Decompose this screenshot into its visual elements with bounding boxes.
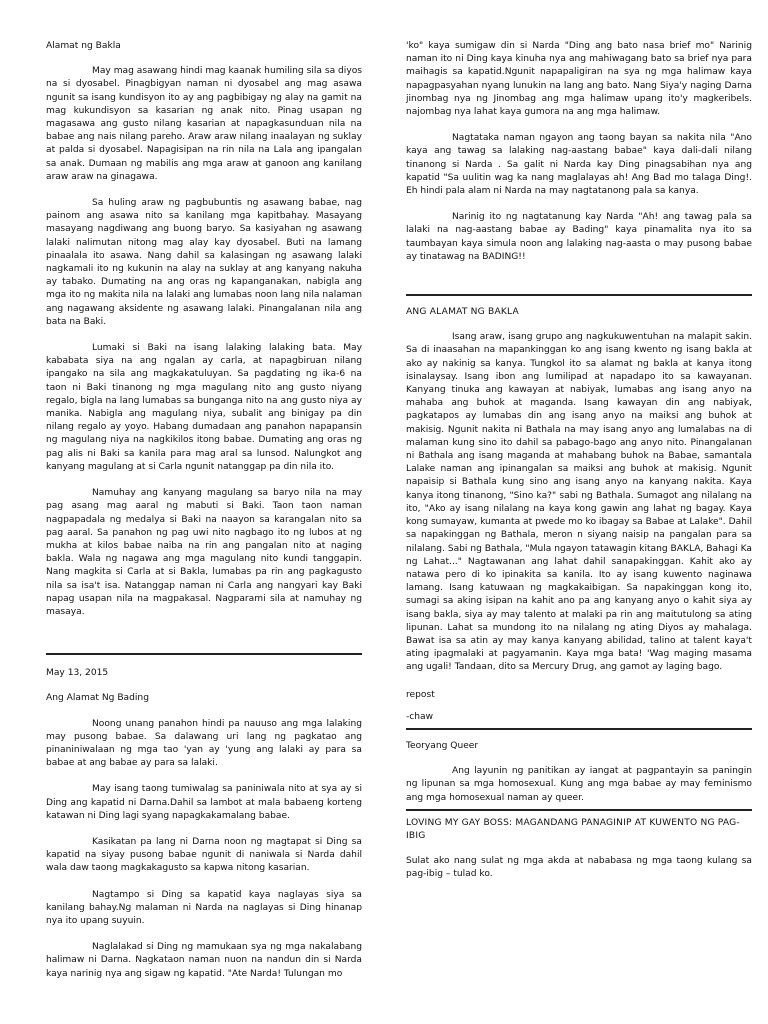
story-paragraph: Noong unang panahon hindi pa nauuso ang mga lalaking may pusong babae. Sa dalawang uri lang ng pagkatao ang pinaniniwalaan ng mga tao 'yan ay 'yung ang lalaki ay para sa babae at ang babae ay para sa lalaki. <box>46 718 362 769</box>
story-body: Isang araw, isang grupo ang nagkukuwentuhan na malapit sakin. Sa di inaasahan na mapankinggan ko ang isang kwento ng isang bakla at ako ay nakinig sa kanya. Tungkol ito sa alamat ng bakla at kanya itong isinalaysay. Isang ibon ang lumilipad at napadapo ito sa kawayanan. Kanyang tinuka ang kawayan at nabiyak, lumabas ang isang anyo na mahaba ang buhok at maganda. Isang kawayan din ang nabiyak, pagkatapos ay lumabas din ang isang anyo na maiksi ang buhok at makisig. Ngunit nakita ni Bathala na may isang anyo ang lumalabas na di malaman kung sino ito dahil sa pabago-bago ang anyo nito. Pinangalanan ni Bathala ang isang maganda at mahabang buhok na Babae, samantala Lalake naman ang ipinangalan sa maiksi ang buhok at makisig. Ngunit napaisip si Bathala kung sino ang isang anyo na kanyang nakita. Kaya kanya itong tinanong, "Sino ka?" sabi ng Bathala. Sumagot ang nilalang na ito, "Ako ay isang nilalang na kaya kong gawin ang lahat ng bagay. Kaya kong sumayaw, kumanta at pwede mo ko ibagay sa Babae at Lalake". Dahil sa napakinggan ng Bathala, meron n siyang naisip na pangalan para sa nilalang. Sabi ng Bathala, "Mula ngayon tatawagin kitang BAKLA, Bahagi Ka ng Lahat..." Nagtawanan ang lahat dahil sanapakinggan. Kahit ako ay natawa pero di ko ipinakita sa kanila. Ito ay isang kuwento naginawa lamang. Isang katuwaan ng magkakaibigan. Sa napakinggan kong ito, sumagi sa aking isipan na kahit ano pa ang kanyang anyo o kahit siya ay isang bakla, siya ay may talento at malaki pa rin ang maitutulong sa ating lipunan. Lahat sa mundong ito na nilalang ng ating Diyos ay mahalaga. Bawat isa sa atin ay may kanya kanyang abilidad, talino at talent kaya't ating ipagmalaki at pagyamanin. Kaya mga bata! 'Wag maging masama ang ugali! Tandaan, dito sa Mercury Drug, ang gamot ay laging bago. <box>406 332 752 673</box>
story-paragraph: Kasikatan pa lang ni Darna noon ng magtapat si Ding sa kapatid na siyay pusong babae ngunit di naniwala si Narda dahil wala daw taong magkakagusto sa kapwa nitong kasarian. <box>46 836 362 874</box>
story-paragraph: Namuhay ang kanyang magulang sa baryo nila na may pag asang mag aaral ng mabuti si Baki. Taon taon naman nagpapadala ng medalya si Baki na naayon sa karangalan nito sa pag aaral. Sa panahon ng pag uwi nito nagbago ito ng lubos at ng mukha at kilos babae naiba na rin ang pangalan nito at naging bakla. Wala ng nagawa ang mga magulang nito kundi tanggapin. Nang magkita si Carla at si Bakla, lumabas pa rin ang pagkagusto nila sa isa't isa. Natanggap naman ni Carla ang nangyari kay Baki napag usapan nila na magpakasal. Nagparami sila at namuhay ng masaya. <box>46 488 362 617</box>
story-paragraph: Sa huling araw ng pagbubuntis ng asawang babae, nag painom ang asawa nito sa kanilang mga kapitbahay. Masayang masayang nagdiwang ang buong baryo. Sa kasiyahan ng asawang lalaki nalimutan nitong mag alay kay dyosabel. Buti na lamang pinaalala ito asawa. Nang dahil sa kalasingan ng asawang lalaki nagkamali ito ng kukunin na alay na suklay at ang kanyang nakuha ay tabako. Dumating na ang oras ng kapanganakan, nabigla ang mga ito ng makita nila na lalaki ang lumabas noon lang nila nalaman ang nagawang aksidente ng asawang lalaki. Pinangalanan nila ang bata na Baki. <box>46 198 362 327</box>
author-signature: -chaw <box>406 711 434 722</box>
story-title: Ang Alamat Ng Bading <box>46 693 149 704</box>
section-divider <box>46 653 362 655</box>
story-paragraph: Nagtampo si Ding sa kapatid kaya naglayas siya sa kanilang bahay.Ng malaman ni Narda na naglayas si Ding hinanap nya ito upang suyuin. <box>46 889 362 926</box>
section-divider <box>406 294 752 296</box>
section-divider <box>406 809 752 811</box>
right-column <box>406 0 752 882</box>
section-paragraph: Sulat ako nang sulat ng mga akda at nababasa ng mga taong kulang sa pag-ibig – tulad ko. <box>406 856 752 880</box>
section-title: LOVING MY GAY BOSS: MAGANDANG PANAGINIP AT KUWENTO NG PAG-IBIG <box>406 817 740 841</box>
story-title: Alamat ng Bakla <box>46 41 121 51</box>
post-date: May 13, 2015 <box>46 668 109 679</box>
story-paragraph: Narinig ito ng nagtatanung kay Narda "Ah! ang tawag pala sa lalaki na nag-aastang babae ay Bading" kaya pinamalita nya ito sa taumbayan kaya simula noon ang lalaking nag-aasta o may pusong babae ay tinatawag na BADING!! <box>406 212 752 262</box>
story-paragraph: Nagtataka naman ngayon ang taong bayan sa nakita nila "Ano kaya ang tawag sa lalaking nag-aastang babae" kaya dali-dali nilang tinanong si Narda . Sa galit ni Narda kay Ding pinagsabihan nya ang kapatid "Sa uulitin wag ka nang maglalayas ah! Ang Bad mo talaga Ding!. Eh hindi pala alam ni Narda na may nagtatanong pala sa kanya. <box>406 133 752 197</box>
story-paragraph: Naglalakad si Ding ng mamukaan sya ng mga nakalabang halimaw ni Darna. Nagkataon naman nuon na nandun din si Narda kaya narinig nya ang sigaw ng kapatid. "Ate Narda! Tulungan mo <box>46 942 362 979</box>
section-divider <box>406 728 752 730</box>
repost-label: repost <box>406 689 435 700</box>
story-paragraph: May mag asawang hindi mag kaanak humiling sila sa diyos na si dyosabel. Pinagbigyan naman ni dyosabel ang mag asawa ngunit sa isang kundisyon ito ay ang pagbibigay ng alay na gamit na mag kukundisyon sa kasarian ng anak nito. Pinag usapan ng magasawa ang gusto nilang kasarian at napagkasunduan nila na babae ang nais nilang pareho. Araw araw nilang inaalayan ng suklay at palda si dyosabel. Napagisipan na rin nila na Lala ang ipangalan sa anak. Dumaan ng mabilis ang mga araw at ganoon ang kanilang araw araw na ginagawa. <box>46 66 363 182</box>
section-title: ANG ALAMAT NG BAKLA <box>406 307 519 318</box>
section-heading: Teoryang Queer <box>406 740 479 751</box>
section-paragraph: Ang layunin ng panitikan ay iangat at pagpantayin sa paningin ng lipunan sa mga homosexual. Kung ang mga babae ay may feminismo ang mga homosexual naman ay queer. <box>406 766 752 803</box>
story-paragraph: May isang taong tumiwalag sa paniniwala nito at sya ay si Ding ang kapatid ni Darna.Dahil sa lambot at mala babaeng korteng katawan ni Ding lagi syang napagkakamalang babae. <box>46 784 362 821</box>
story-paragraph: Lumaki si Baki na isang lalaking lalaking bata. May kababata siya na ang ngalan ay carla, at napagbiruan nilang ipangako na sila ang magkakatuluyan. Sa pagdating ng ika-6 na taon ni Baki tinanong ng mga magulang nito ang gusto niyang regalo, bigla na lang lumabas sa bunganga nito na ang gusto niya ay manika. Nabigla ang magulang niya, subalit ang binigay pa din nilang regalo ay yoyo. Habang dumadaan ang panahon napapansin ng magulang niya na nagkikilos itong babae. Dumating ang oras ng pag alis ni Baki sa kanila para mag aral sa lunsod. Nalungkot ang kanyang magulang at si Carla ngunit natanggap pa din nila ito. <box>46 343 362 472</box>
story-paragraph: 'ko" kaya sumigaw din si Narda "Ding ang bato nasa brief mo" Narinig naman ito ni Ding kaya kinuha nya ang mahiwagang bato sa brief nya para maihagis sa kapatid.Ngunit napapaligiran na sya ng mga halimaw kaya napagpasyahan nyang lunukin na lang ang bato. Nang Siya'y naging Darna jinombag nya ng Jinombag ang mga halimaw upang ito'y magkeribels. najombag nya lahat kaya gumora na ang mga halimaw. <box>406 41 752 118</box>
left-column <box>46 0 362 981</box>
